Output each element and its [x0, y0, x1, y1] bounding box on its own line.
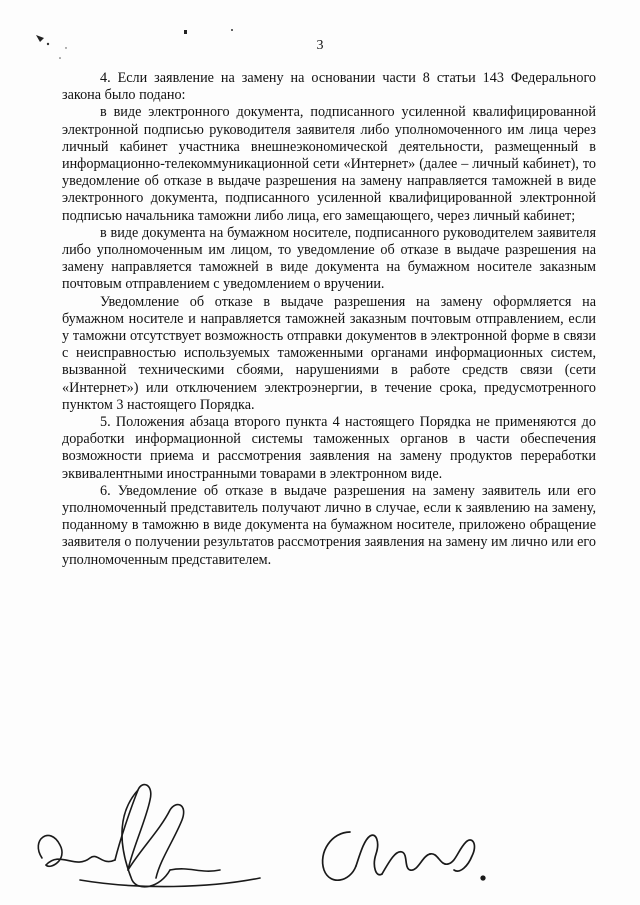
speck-dot	[59, 57, 61, 59]
paragraph-4-fallback: Уведомление об отказе в выдаче разрешения на замену оформляется на бумажном носителе и направляется таможней заказным почтовым отправлением, если у таможни отсутствует возможность отправки документов в электронной форме в связи с неисправностью используемых таможенными органами информационных систем, вызванной техническими сбоями, нарушениями в работе средств связи (сети «Интернет») или отключением электроэнергии, в течение срока, предусмотренного пунктом 3 настоящего Порядка.	[62, 293, 596, 413]
speck-dot	[231, 29, 233, 31]
page-number: 3	[316, 38, 324, 53]
document-body	[62, 70, 596, 569]
signature-left	[38, 785, 260, 887]
paragraph-5: 5. Положения абзаца второго пункта 4 настоящего Порядка не применяются до доработки информационной системы таможенных органов в части обеспечения возможности приема и рассмотрения заявления на замену продуктов переработки эквивалентными иностранными товарами в электронном виде.	[62, 414, 596, 482]
paragraph-6: 6. Уведомление об отказе в выдаче разрешения на замену заявитель или его уполномоченный представитель получают лично в случае, если к заявлению на замену, поданному в таможню в виде документа на бумажном носителе, приложено обращение заявителя о получении результатов рассмотрения заявления на замену им лично или его уполномоченным представителем.	[62, 482, 596, 568]
paragraph-4-paper: в виде документа на бумажном носителе, подписанного руководителем заявителя либо уполномоченным им лицом, то уведомление об отказе в выдаче разрешения на замену направляется таможней в виде документа на бумажном носителе заказным почтовым отправлением с уведомлением о вручении.	[62, 224, 596, 293]
signatures	[20, 770, 620, 900]
paragraph-4-intro: 4. Если заявление на замену на основании части 8 статьи 143 Федерального закона было подано:	[62, 70, 596, 104]
signature-right	[323, 832, 485, 880]
paragraph-4-electronic: в виде электронного документа, подписанного усиленной квалифицированной электронной подписью руководителя заявителя либо уполномоченного им лица через личный кабинет участника внешнеэкономической деятельности, размещенный в информационно-телекоммуникационной сети «Интернет» (далее – личный кабинет), то уведомление об отказе в выдаче разрешения на замену направляется таможней в виде электронного документа, подписанного усиленной квалифицированной электронной подписью начальника таможни либо лица, его замещающего, через личный кабинет;	[62, 104, 596, 224]
speck-dot	[184, 30, 187, 34]
